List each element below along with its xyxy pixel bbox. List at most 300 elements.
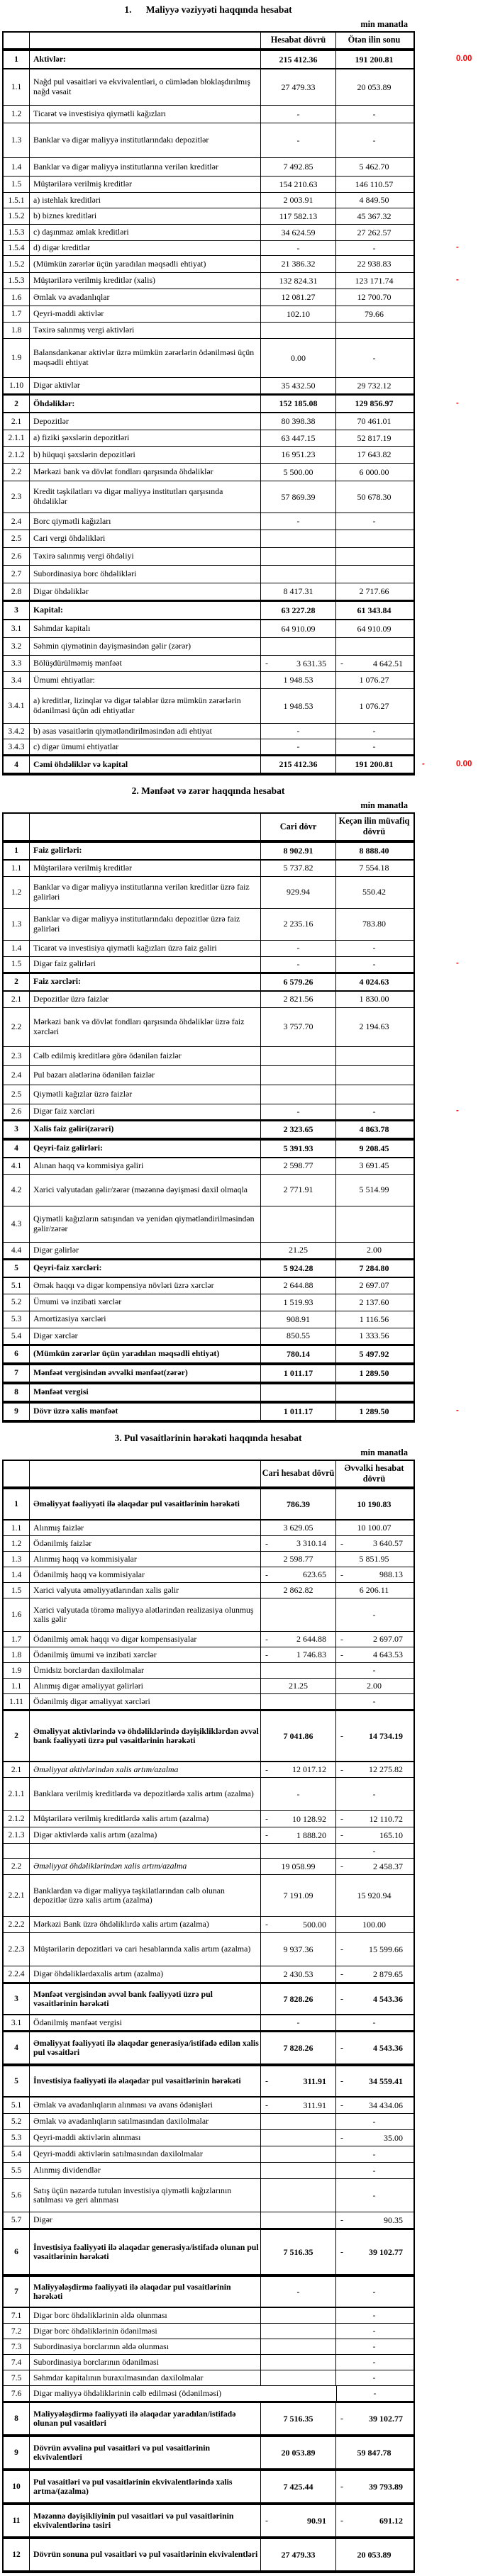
header-col2: Keçən ilin müvafiq dövrü (335, 814, 412, 840)
row-value-2: - (335, 241, 412, 255)
table-row (4, 973, 413, 992)
row-label: Ödənilmiş əmək haqqı və digər kompensasiyalar (29, 1632, 260, 1647)
row-value-1: - (260, 957, 335, 972)
row-label: Banklar və digər maliyyə institutlarındakı depozitlər üzrə faiz gəlirləri (29, 909, 260, 940)
row-value-2 (335, 1047, 412, 1065)
row-value-2: - (335, 2179, 412, 2212)
row-number: 2 (14, 978, 18, 987)
value-text: 15 599.66 (369, 1944, 403, 1954)
row-annotation (418, 1406, 483, 1416)
table-row (4, 1085, 413, 1104)
row-label: Ödənilmiş digər əməliyyat xərcləri (29, 1694, 260, 1709)
row-number: 2.2 (11, 468, 22, 476)
row-value-2 (335, 1647, 412, 1662)
row-label: Ödənilmiş ümumi və inzibati xərclər (29, 1647, 260, 1662)
row-number: 3.1 (11, 625, 22, 633)
row-value-1: 215 412.36 (260, 756, 335, 773)
row-value-1 (260, 2114, 335, 2129)
row-value-1: 780.14 (260, 1346, 335, 1362)
row-label: Cəlb edilmiş kreditlərə görə ödənilən faizlər (29, 1047, 260, 1065)
row-number: 7.5 (11, 2373, 22, 2382)
row-number: 6 (14, 2248, 18, 2257)
row-value-2: 12 700.70 (335, 289, 412, 306)
cash-flow-statement (0, 1433, 483, 2574)
negative-sign: - (265, 2100, 268, 2110)
row-value-2: 5 497.92 (335, 1346, 412, 1362)
row-number: 2 (14, 399, 18, 408)
table-row (4, 992, 413, 1008)
table-row (4, 1647, 413, 1663)
row-label: İnvestisiya fəaliyyəti ilə əlaqədar generasiya/istifadə olunan pul vəsaitlərinin hərəkəti (29, 2230, 260, 2274)
row-label: Aktivlər: (29, 51, 260, 68)
row-number: 5.7 (11, 2216, 22, 2225)
row-value-2: 1 289.50 (335, 1404, 412, 1420)
row-number: 5.2 (11, 1298, 22, 1307)
negative-sign: - (265, 2076, 268, 2086)
table-row (4, 2470, 413, 2504)
unit-label: min manatla (360, 800, 408, 810)
row-value-1: 2 003.91 (260, 193, 335, 208)
annotation-text: - (456, 1107, 459, 1116)
row-value-2 (335, 638, 412, 655)
table-row (4, 638, 413, 656)
row-value-1: 5 500.00 (260, 464, 335, 481)
negative-sign: - (265, 1919, 268, 1930)
row-value-1: 2 323.65 (260, 1121, 335, 1138)
value-text: 4 643.53 (373, 1650, 403, 1660)
row-label: Təxirə salınmış vergi öhdəliyi (29, 548, 260, 565)
row-label: Banklar və digər maliyyə institutlarına verilən kreditlər (29, 158, 260, 176)
row-label: Digər faiz gəlirləri (29, 957, 260, 972)
row-number: 8 (14, 2414, 18, 2424)
row-value-2: - (335, 123, 412, 157)
table-row (4, 1259, 413, 1278)
table-row (4, 2339, 413, 2355)
row-value-1 (260, 638, 335, 655)
row-label: Alınmış dividendlər (29, 2163, 260, 2178)
row-label: (Mümkün zərərlər üçün yaradılan məqsədli ehtiyat) (29, 1346, 260, 1362)
row-number: 2.2 (11, 1862, 22, 1871)
row-number: 2.1.1 (8, 434, 25, 442)
negative-sign: - (340, 1861, 343, 1871)
row-number: 3.2 (11, 642, 22, 651)
row-value-2: 6 000.00 (335, 464, 412, 481)
row-label: Faiz gəlirləri: (29, 843, 260, 859)
row-annotation (418, 276, 483, 286)
row-label: Xarici valyutadan gəlir/zərər (məzənnə dəyişməsi daxil olmaqla (29, 1175, 260, 1206)
value-text: 90.91 (307, 2515, 326, 2526)
row-number: 7.2 (11, 2326, 22, 2336)
row-label: Müştərilərə verilmiş kreditlər (xalis) (29, 273, 260, 289)
value-text: 3 640.57 (373, 1538, 403, 1549)
row-label: Banklardan və digər maliyyə təşkilatlarından cəlb olunan depozitlər üzrə xalis artım (azalma) (29, 1875, 260, 1916)
row-value-2: 146 110.57 (335, 177, 412, 192)
negative-sign: - (340, 1830, 343, 1840)
row-value-1 (260, 1762, 335, 1777)
table-header-row (4, 814, 413, 841)
row-value-1: 6 579.26 (260, 974, 335, 990)
row-value-2: 5 514.99 (335, 1175, 412, 1206)
table-row (4, 583, 413, 600)
row-value-2 (335, 530, 412, 547)
table-row (4, 2324, 413, 2339)
row-number: 4.3 (11, 1219, 22, 1228)
header-col1: Hesabat dövrü (260, 33, 335, 48)
negative-sign: - (340, 1993, 343, 2004)
row-label: Müştərilərə verilmiş kreditlərdə xalis artım (azalma) (29, 1811, 260, 1827)
table-row (4, 2015, 413, 2031)
annotation-text: - (456, 959, 459, 968)
table-row (4, 1966, 413, 1983)
row-value-2 (335, 1859, 412, 1874)
row-value-2 (335, 1384, 412, 1401)
row-label: Müştərilərin depozitləri və cari hesablarında xalis artım (azalma) (29, 1933, 260, 1966)
row-number: 2.1.1 (8, 1790, 25, 1799)
value-text: 4 642.51 (373, 658, 403, 668)
row-value-2 (335, 2066, 412, 2096)
table-row (4, 1383, 413, 1402)
table-row (4, 2146, 413, 2163)
row-value-1: 2 771.91 (260, 1175, 335, 1206)
table-row (4, 689, 413, 724)
table-row (4, 941, 413, 957)
row-value-1 (260, 1536, 335, 1551)
row-value-1: 27 479.33 (260, 2539, 335, 2570)
table-row (4, 1567, 413, 1583)
row-value-2: - (335, 2308, 412, 2323)
row-value-2 (335, 2032, 412, 2063)
row-label: Pul vəsaitləri və pul vəsaitlərinin ekvivalentlərində xalis artma/(azalma) (29, 2471, 260, 2502)
row-value-1 (260, 2212, 335, 2228)
row-value-2: 7 554.18 (335, 861, 412, 876)
row-number: 1.6 (11, 1611, 22, 1620)
negative-sign: - (340, 2214, 343, 2225)
table-row (4, 256, 413, 273)
negative-sign: - (340, 2246, 343, 2257)
row-value-2: 17 643.82 (335, 447, 412, 463)
row-number: 5.1 (11, 1281, 22, 1290)
row-value-1: 2 598.77 (260, 1552, 335, 1567)
table-row (4, 208, 413, 225)
row-number: 3 (14, 606, 18, 615)
row-label: Mərkəzi bank və dövlət fondları qarşısında öhdəliklər üzrə faiz xərcləri (29, 1008, 260, 1046)
row-label: Digər maliyyə öhdəliklərinin cəlb edilməsi (ödənilməsi) (29, 2386, 336, 2401)
row-value-1 (260, 2324, 335, 2339)
table-row (4, 620, 413, 638)
table-row (4, 1778, 413, 1811)
row-value-2: 27 262.57 (335, 225, 412, 240)
row-value-1: 57 869.39 (260, 481, 335, 513)
row-value-1: 2 235.16 (260, 909, 335, 940)
row-label: Digər gəlirlər (29, 1243, 260, 1258)
row-value-1: 8 417.31 (260, 583, 335, 600)
row-value-1 (260, 2355, 335, 2370)
unit-label: min manatla (360, 19, 408, 29)
row-value-1: 2 821.56 (260, 992, 335, 1007)
row-number: 1.7 (11, 310, 22, 318)
row-value-1: 21 386.32 (260, 256, 335, 272)
row-value-2: 2 697.07 (335, 1278, 412, 1294)
negative-sign: - (340, 1764, 343, 1775)
row-value-1: 63 227.28 (260, 602, 335, 619)
table-row (4, 957, 459, 973)
table-row (4, 306, 413, 323)
row-label: Müştərilərə verilmiş kreditlər (29, 177, 260, 192)
row-value-1: 7 516.35 (260, 2403, 335, 2434)
row-value-2 (335, 1066, 412, 1085)
table-row (4, 672, 413, 689)
row-label: Banklar və digər maliyyə institutlarına verilən kreditlər üzrə faiz gəlirləri (29, 877, 260, 908)
row-value-1: - (260, 106, 335, 123)
row-label: a) istehlak kreditləri (29, 193, 260, 208)
row-value-2: 15 920.94 (335, 1875, 412, 1916)
row-value-2: 50 678.30 (335, 481, 412, 513)
row-value-1: 1 011.17 (260, 1404, 335, 1420)
row-value-1: 2 598.77 (260, 1158, 335, 1174)
value-text: 691.12 (379, 2515, 403, 2526)
row-number: 1.9 (11, 354, 22, 362)
row-value-1: 5 391.93 (260, 1141, 335, 1157)
row-value-1 (260, 1066, 335, 1085)
table-row (4, 1598, 413, 1632)
row-value-1: 154 210.63 (260, 177, 335, 192)
row-value-1 (260, 1632, 335, 1647)
table-row (4, 430, 413, 447)
table-row (4, 1278, 413, 1294)
row-value-2: 4 024.63 (335, 974, 412, 990)
table-row (4, 600, 413, 620)
row-label: Digər borc öhdəliklərinin ödənilməsi (29, 2324, 260, 2339)
row-value-2: - (335, 1663, 412, 1678)
table-row (4, 1139, 413, 1158)
negative-sign: - (340, 1650, 343, 1660)
row-value-1: - (260, 123, 335, 157)
row-number: 1.5.4 (8, 244, 25, 252)
row-number: 4 (14, 2044, 18, 2053)
value-text: 311.91 (303, 2076, 326, 2086)
profit-loss-table (2, 812, 459, 1423)
row-value-1: 7 492.85 (260, 158, 335, 176)
row-value-2: - (335, 2277, 412, 2307)
row-value-2: 10 100.07 (335, 1521, 412, 1535)
financial-position-table (2, 31, 472, 775)
table-row (4, 1206, 413, 1243)
row-label: (Mümkün zərərlər üçün yaradılan məqsədli ehtiyat) (29, 256, 260, 272)
negative-sign: - (265, 1569, 268, 1580)
row-number: 6 (14, 1350, 18, 1359)
row-value-1: 12 081.27 (260, 289, 335, 306)
row-label: Digər aktivlər (29, 378, 260, 393)
table-row (4, 2355, 413, 2370)
row-label: Təxirə salınmış vergi aktivləri (29, 323, 260, 338)
row-value-1 (260, 548, 335, 565)
value-text: 4 543.36 (373, 2042, 403, 2053)
row-value-2: 52 817.19 (335, 430, 412, 446)
row-value-2: 20 053.89 (335, 2539, 412, 2570)
row-number: 2.1.2 (8, 1815, 25, 1824)
row-label: Subordinasiya borclarının əldə olunması (29, 2339, 260, 2354)
row-number: 2 (14, 1732, 18, 1741)
row-number: 3.4.1 (8, 702, 25, 710)
row-number: 1 (14, 1500, 18, 1509)
negative-sign: - (265, 1634, 268, 1645)
annotation-text: - (456, 276, 459, 284)
row-label: Ödənilmiş haqq və kommisiyalar (29, 1567, 260, 1582)
row-value-2: 29 732.12 (335, 378, 412, 393)
row-value-2: 5 462.70 (335, 158, 412, 176)
row-value-2: 2 717.66 (335, 583, 412, 600)
row-number: 7 (14, 1369, 18, 1378)
table-row (4, 193, 413, 208)
row-value-1: 21.25 (260, 1679, 335, 1693)
row-label: Qeyri-maddi aktivlər (29, 306, 260, 322)
row-value-2 (335, 1206, 412, 1242)
table-row (4, 2308, 413, 2324)
table-row (4, 2229, 413, 2275)
row-value-1: 9 937.36 (260, 1933, 335, 1966)
row-value-1: 102.10 (260, 306, 335, 322)
negative-sign: - (265, 1650, 268, 1660)
row-value-2: - (335, 941, 412, 956)
row-number: 3.4 (11, 676, 22, 685)
row-annotation (418, 243, 483, 253)
row-label: Dövr üzrə xalis mənfəət (29, 1404, 260, 1420)
table-row (4, 123, 413, 158)
statement-of-financial-position (0, 4, 483, 775)
row-label: Kapital: (29, 602, 260, 619)
value-text: 12 275.82 (369, 1764, 403, 1775)
row-value-2 (335, 2130, 412, 2146)
table-row (4, 2114, 413, 2130)
negative-sign: - (340, 658, 343, 668)
row-label: b) əsas vəsaitlərin qiymətləndirilməsindən adi ehtiyat (29, 724, 260, 739)
row-value-1: 34 624.59 (260, 225, 335, 240)
table-header-row (4, 1461, 413, 1489)
row-number: 2.2 (11, 1022, 22, 1031)
row-number: 1.5 (11, 1586, 22, 1595)
value-text: 988.13 (379, 1569, 403, 1580)
row-value-2: 191 200.81 (335, 756, 412, 773)
row-value-2: - (335, 739, 412, 754)
negative-sign: - (265, 1764, 268, 1775)
row-value-1 (260, 1647, 335, 1662)
row-label: a) kreditlər, lizinqlər və digər tələblər üzrə mümkün zərərlərin ödənilməsi üçün adi ehtiyatlar (29, 689, 260, 723)
row-number: 2.5 (11, 1090, 22, 1099)
row-value-1: 5 924.28 (260, 1260, 335, 1277)
row-label: Xarici valyuta əməliyyatlarından xalis gəlir (29, 1583, 260, 1598)
row-value-1 (260, 2098, 335, 2113)
row-label: Digər aktivlərdə xalis artım (azalma) (29, 1827, 260, 1843)
table-row (4, 1663, 413, 1679)
row-number: 1.3 (11, 919, 22, 929)
row-number: 1.2 (11, 1539, 22, 1548)
row-label: Məzənnə dəyişikliyinin pul vəsaitləri və pul vəsaitlərinin ekvivalentlərinə təsiri (29, 2505, 260, 2536)
table-row (4, 69, 413, 106)
table-row (4, 2275, 413, 2308)
row-value-2 (335, 1933, 412, 1966)
row-value-1 (260, 2339, 335, 2354)
row-value-2: - (335, 1104, 412, 1119)
table-row (4, 2065, 413, 2098)
table-row (4, 2386, 413, 2402)
row-number: 7 (14, 2287, 18, 2297)
row-number: 8 (14, 1388, 18, 1397)
row-label: Əmlak və avadanlıqlar (29, 289, 260, 306)
negative-sign: - (340, 1634, 343, 1645)
annotation-text: - (456, 1406, 459, 1416)
value-text: 623.65 (303, 1569, 326, 1580)
row-value-1: 35 432.50 (260, 378, 335, 393)
row-number: 1.5.3 (8, 276, 25, 285)
row-number: 4.1 (11, 1161, 22, 1170)
table-row (4, 2179, 413, 2212)
table-row (4, 1402, 459, 1421)
row-number: 4 (14, 1144, 18, 1153)
row-value-1 (260, 566, 335, 583)
row-value-1: 16 951.23 (260, 447, 335, 463)
row-label: Banklara verilmiş kreditlərdə və depozitlərdə xalis artım (azalma) (29, 1778, 260, 1810)
row-number: 3.4.3 (8, 742, 25, 751)
table-row (4, 447, 413, 464)
row-number: 5.3 (11, 2134, 22, 2143)
value-text: 1 888.20 (296, 1830, 326, 1840)
row-number: 2.1.2 (8, 450, 25, 459)
table-row (4, 2436, 413, 2470)
row-number: 1.7 (11, 1635, 22, 1644)
row-number: 3 (14, 1125, 18, 1134)
row-number: 2.8 (11, 587, 22, 596)
row-value-2 (335, 2471, 412, 2502)
negative-sign: - (265, 2515, 268, 2526)
row-value-2: - (335, 513, 412, 530)
row-label: Öhdəliklər: (29, 396, 260, 412)
negative-sign: - (340, 2515, 343, 2526)
row-value-2 (335, 1984, 412, 2014)
table-row (4, 2370, 413, 2386)
table-row (4, 2098, 413, 2114)
table-row (4, 1552, 413, 1567)
value-text: 34 434.06 (369, 2100, 403, 2110)
row-value-2: 4 863.78 (335, 1121, 412, 1138)
row-number: 5 (14, 2077, 18, 2086)
table-row (4, 1364, 413, 1383)
row-number: 9 (14, 1407, 18, 1416)
row-value-2: 45 367.32 (335, 208, 412, 224)
row-value-1: 929.94 (260, 877, 335, 908)
row-number: 2.1.3 (8, 1831, 25, 1840)
table-row (4, 225, 413, 241)
row-value-2: - (335, 339, 412, 377)
row-number: 5.2 (11, 2117, 22, 2127)
header-col1: Cari hesabat dövrü (260, 1461, 335, 1487)
table-row (4, 1104, 459, 1120)
row-number: 2.2.4 (8, 1970, 25, 1979)
row-value-2: - (335, 106, 412, 123)
row-value-2: - (335, 957, 412, 972)
negative-sign: - (340, 1730, 343, 1741)
table-row (4, 1175, 413, 1206)
row-value-2 (335, 1827, 412, 1843)
value-text: 34 559.41 (369, 2076, 403, 2086)
row-value-1: 1 948.53 (260, 689, 335, 723)
row-label: Xalis faiz gəliri(zərəri) (29, 1121, 260, 1138)
table-row (4, 50, 472, 69)
row-label: d) digər kreditlər (29, 241, 260, 255)
row-value-1 (260, 1598, 335, 1631)
table-row (4, 1710, 413, 1762)
row-label: Qiymətli kağızların satışından və yenidən qiymətləndirilməsindən gəlir/zərər (29, 1206, 260, 1242)
row-value-2: - (336, 2386, 413, 2401)
